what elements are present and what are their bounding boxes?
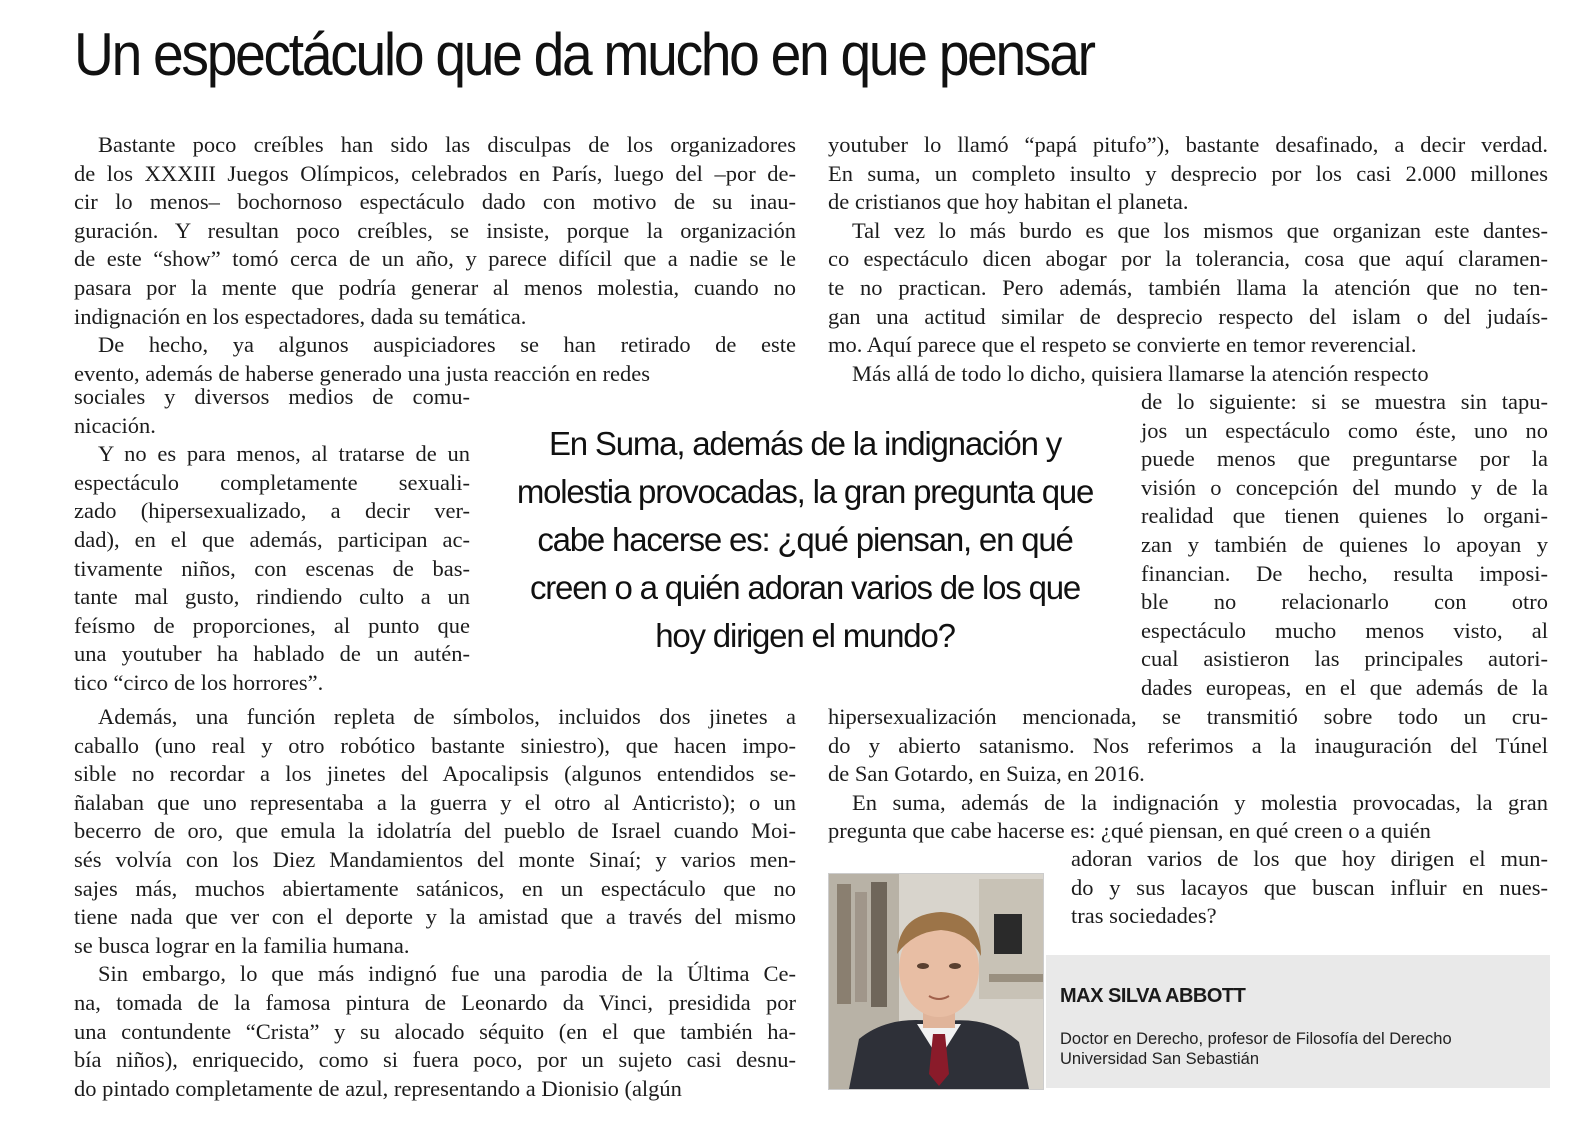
text-line: cual asistieron las principales autori- [1141, 646, 1548, 672]
author-photo [828, 873, 1044, 1090]
text-line: En suma, un completo insulto y desprecio por los casi 2.000 millones [828, 160, 1548, 186]
article-headline: Un espectáculo que da mucho en que pensar [74, 21, 1094, 88]
text-line: Y no es para menos, al tratarse de un [98, 441, 470, 467]
text-line: becerro de oro, que emula la idolatría del pueblo de Israel cuando Moi- [74, 818, 796, 844]
text-line: tico “circo de los horrores”. [74, 670, 324, 695]
text-line: pasara por la mente que podría generar al menos molestia, cuando no [74, 275, 796, 300]
text-line: ñalaban que uno representaba a la guerra y el otro al Anticristo); o un [74, 789, 796, 815]
text-line: te no practican. Pero además, también llama la atención que no ten- [828, 275, 1548, 300]
text-line: realidad que tienen quienes lo organi- [1141, 503, 1548, 529]
text-line: zado (hipersexualizado, a decir ver- [74, 498, 470, 524]
text-line: sés volvía con los Diez Mandamientos del monte Sinaí; y varios men- [74, 847, 796, 872]
text-line: tras sociedades? [1071, 903, 1217, 929]
text-line: sajes más, muchos abiertamente satánicos, en un espectáculo que no [74, 875, 796, 901]
text-line: dades europeas, en el que además de la [1141, 675, 1548, 700]
author-credentials [1060, 1029, 1452, 1069]
text-line: na, tomada de la famosa pintura de Leonardo da Vinci, presidida por [74, 990, 796, 1015]
author-credentials-line-1: Doctor en Derecho, profesor de Filosofía del Derecho [1060, 1030, 1452, 1048]
text-line: espectáculo mucho menos visto, al [1141, 617, 1548, 643]
text-line: dad), en el que además, participan ac- [74, 527, 470, 552]
text-line: financian. De hecho, resulta imposi- [1141, 560, 1548, 586]
author-credentials-line-2: Universidad San Sebastián [1060, 1050, 1260, 1068]
text-line: do pintado completamente de azul, representando a Dionisio (algún [74, 1075, 682, 1101]
author-bio-box [1046, 955, 1550, 1088]
text-line: una contundente “Crista” y su alocado séquito (en el que también ha- [74, 1018, 796, 1044]
text-line: youtuber lo llamó “papá pitufo”), bastante desafinado, a decir verdad. [828, 132, 1548, 157]
text-line: sociales y diversos medios de comu- [74, 384, 470, 409]
text-line: de los XXXIII Juegos Olímpicos, celebrados en París, luego del –por de- [74, 160, 796, 186]
text-line: Tal vez lo más burdo es que los mismos que organizan este dantes- [852, 217, 1548, 243]
text-line: zan y también de quienes lo apoyan y [1141, 532, 1548, 557]
text-line: visión o concepción del mundo y de la [1141, 474, 1548, 500]
text-line: jos un espectáculo como éste, uno no [1141, 417, 1548, 443]
text-line: Sin embargo, lo que más indignó fue una parodia de la Última Ce- [98, 961, 796, 987]
text-line: ble no relacionarlo con otro [1141, 589, 1548, 615]
text-line: de San Gotardo, en Suiza, en 2016. [828, 761, 1145, 787]
text-line: puede menos que preguntarse por la [1141, 446, 1548, 472]
text-line: espectáculo completamente sexuali- [74, 469, 470, 495]
pull-quote: En Suma, además de la indignación y molestia provocadas, la gran pregunta que cabe hacerse es: ¿qué piensan, en qué creen o a quién adoran varios de los que hoy dirigen el mundo? [516, 425, 1094, 654]
text-line: adoran varios de los que hoy dirigen el mun- [1071, 846, 1548, 871]
text-line: tivamente niños, con escenas de bas- [74, 555, 470, 581]
text-line: Más allá de todo lo dicho, quisiera llamarse la atención respecto [852, 360, 1429, 386]
text-line: de cristianos que hoy habitan el planeta. [828, 189, 1189, 215]
text-line: co espectáculo dicen abogar por la tolerancia, cosa que aquí claramen- [828, 246, 1548, 272]
text-line: tiene nada que ver con el deporte y la amistad que a través del mismo [74, 904, 796, 930]
text-line: se busca lograr en la familia humana. [74, 932, 410, 958]
text-line: En suma, además de la indignación y molestia provocadas, la gran [852, 789, 1548, 815]
text-line: hipersexualización mencionada, se transmitió sobre todo un cru- [828, 704, 1548, 729]
author-name: MAX SILVA ABBOTT [1060, 985, 1246, 1007]
text-line: gan una actitud similar de desprecio respecto del islam o del judaís- [828, 303, 1548, 329]
text-line: de este “show” tomó cerca de un año, y parece difícil que a nadie se le [74, 246, 796, 272]
text-line: caballo (uno real y otro robótico bastante siniestro), que hacen impo- [74, 732, 796, 758]
text-line: mo. Aquí parece que el respeto se convierte en temor reverencial. [828, 332, 1417, 358]
text-line: guración. Y resultan poco creíbles, se insiste, porque la organización [74, 217, 796, 243]
text-line: evento, además de haberse generado una justa reacción en redes [74, 360, 650, 386]
author-portrait-image [829, 874, 1043, 1089]
text-line: do y sus lacayos que buscan influir en nues- [1071, 874, 1548, 900]
text-line: do y abierto satanismo. Nos referimos a la inauguración del Túnel [828, 732, 1548, 758]
text-line: de lo siguiente: si se muestra sin tapu- [1141, 389, 1548, 414]
text-line: indignación en los espectadores, dada su temática. [74, 303, 527, 329]
text-line: una youtuber ha hablado de un autén- [74, 641, 470, 667]
text-line: pregunta que cabe hacerse es: ¿qué piensan, en qué creen o a quién [828, 818, 1431, 844]
text-line: tante mal gusto, rindiendo culto a un [74, 584, 470, 610]
text-line: sible no recordar a los jinetes del Apocalipsis (algunos entendidos se- [74, 761, 796, 787]
text-line: Además, una función repleta de símbolos, incluidos dos jinetes a [98, 704, 796, 729]
text-line: De hecho, ya algunos auspiciadores se han retirado de este [98, 332, 796, 358]
text-line: Bastante poco creíbles han sido las disculpas de los organizadores [98, 132, 796, 157]
text-line: nicación. [74, 412, 156, 438]
text-line: cir lo menos– bochornoso espectáculo dado con motivo de su inau- [74, 189, 796, 215]
text-line: feísmo de proporciones, al punto que [74, 612, 470, 638]
text-line: bía niños), enriquecido, como si fuera poco, por un sujeto casi desnu- [74, 1047, 796, 1073]
